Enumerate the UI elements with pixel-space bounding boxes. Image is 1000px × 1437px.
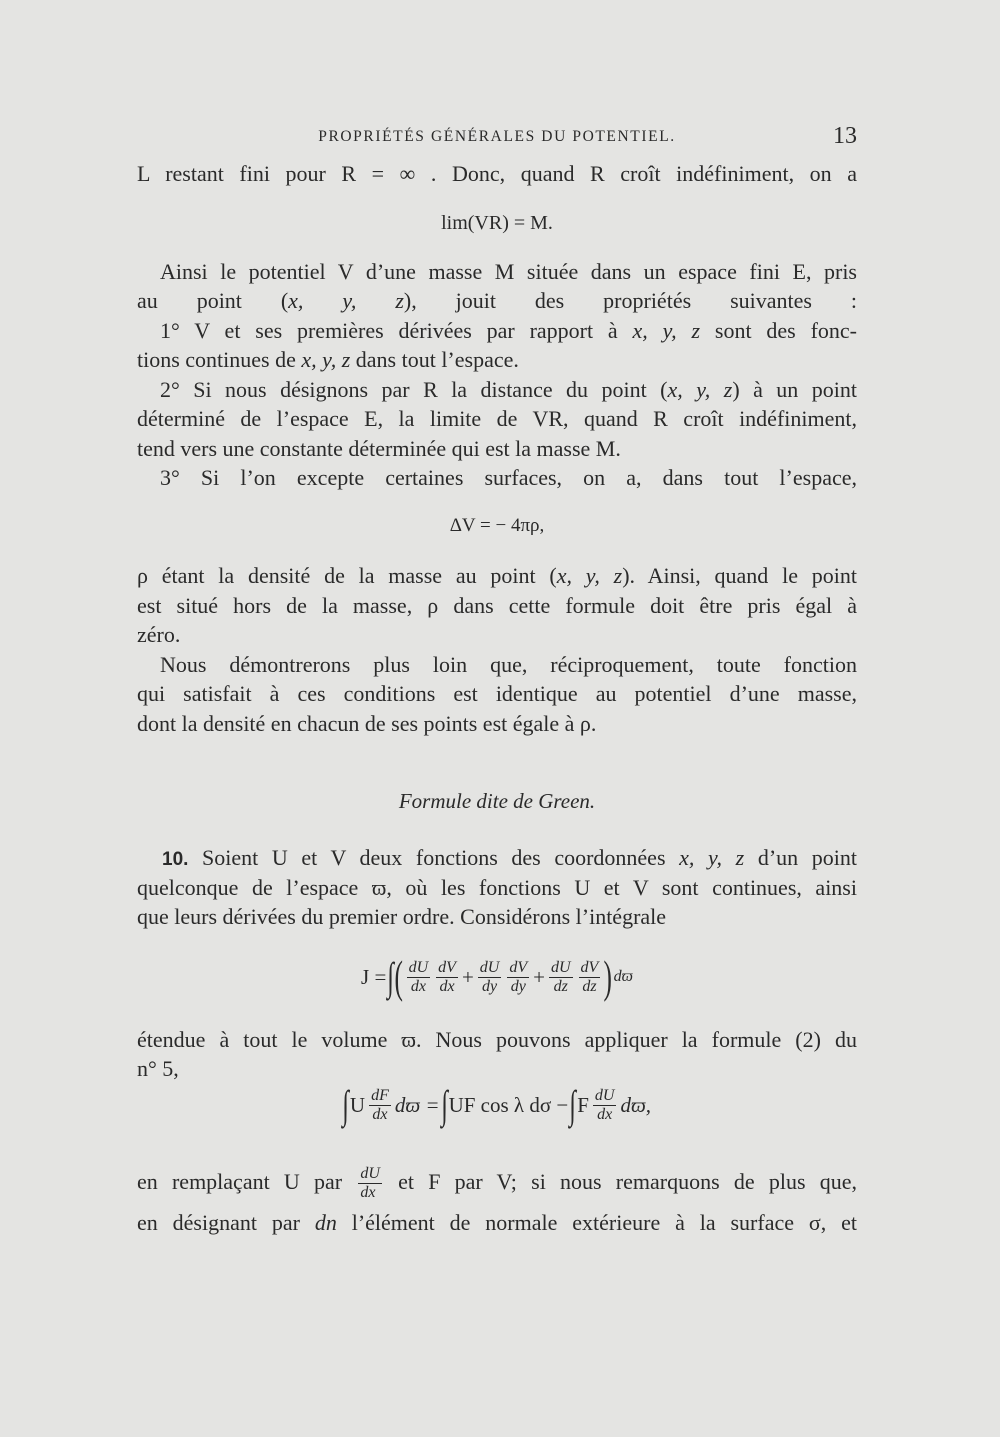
- equation-laplacian: ΔV = − 4πρ,: [449, 515, 545, 536]
- text-line: n° 5,: [137, 1056, 179, 1081]
- running-head: [137, 123, 857, 150]
- text-line: Ainsi le potentiel V d’une masse M située dans un espace fini E, pris: [160, 259, 857, 284]
- text-line: L restant fini pour R = ∞ . Donc, quand R croît indéfiniment, on a: [137, 161, 857, 186]
- text-line: zéro.: [137, 622, 181, 647]
- text-line: ρ étant la densité de la masse au point (x, y, z). Ainsi, quand le point: [137, 563, 857, 588]
- paragraph-number: 10.: [162, 849, 189, 870]
- text-line: 3° Si l’on excepte certaines surfaces, on a, dans tout l’espace,: [160, 465, 857, 490]
- running-title: PROPRIÉTÉS GÉNÉRALES DU POTENTIEL.: [318, 128, 676, 145]
- text-line: 10. Soient U et V deux fonctions des coordonnées x, y, z d’un point: [162, 845, 857, 870]
- text-line: quelconque de l’espace ϖ, où les fonctions U et V sont continues, ainsi: [137, 875, 857, 900]
- text-line: au point (x, y, z), jouit des propriétés suivantes :: [137, 288, 857, 313]
- text-line: que leurs dérivées du premier ordre. Considérons l’intégrale: [137, 904, 667, 929]
- equation-J: J = ∫ ( $\frac{dU}{dx}$ $\frac{dV}{dx}$ + $\frac{dU}{dy}$ $\frac{dV}{dy}$ + $\frac{dU}{dz}$ $\frac{dV}{dz}$ ) dϖ: [361, 951, 633, 1002]
- text-line: qui satisfait à ces conditions est identique au potentiel d’une masse,: [137, 681, 857, 706]
- text-line: tend vers une constante déterminée qui est la masse M.: [137, 436, 621, 461]
- text-line: 1° V et ses premières dérivées par rapport à x, y, z sont des fonc-: [160, 318, 857, 343]
- section-heading: Formule dite de Green.: [398, 789, 596, 813]
- text-line: en remplaçant U par $\frac{dU}{dx}$ et F par V; si nous remarquons de plus que,: [137, 1165, 858, 1202]
- text-line: en désignant par dn l’élément de normale extérieure à la surface σ, et: [137, 1210, 857, 1235]
- text-line: tions continues de x, y, z dans tout l’espace.: [137, 347, 519, 372]
- text-line: est situé hors de la masse, ρ dans cette formule doit être pris égal à: [137, 593, 857, 618]
- integral-sign: ∫: [387, 954, 395, 999]
- page-number: 13: [833, 123, 857, 149]
- text-line: Nous démontrerons plus loin que, réciproquement, toute fonction: [160, 652, 857, 677]
- text-line: 2° Si nous désignons par R la distance du point (x, y, z) à un point: [160, 377, 857, 402]
- text-line: dont la densité en chacun de ses points est égale à ρ.: [137, 711, 597, 736]
- equation-green: ∫ U $\frac{dF}{dx}$ dϖ = ∫ UF cos λ dσ − ∫ F $\frac{dU}{dx}$ dϖ,: [342, 1082, 652, 1127]
- text-line: étendue à tout le volume ϖ. Nous pouvons appliquer la formule (2) du: [137, 1027, 857, 1052]
- equation-lim: lim(VR) = M.: [441, 212, 553, 234]
- text-line: déterminé de l’espace E, la limite de VR, quand R croît indéfiniment,: [137, 406, 857, 431]
